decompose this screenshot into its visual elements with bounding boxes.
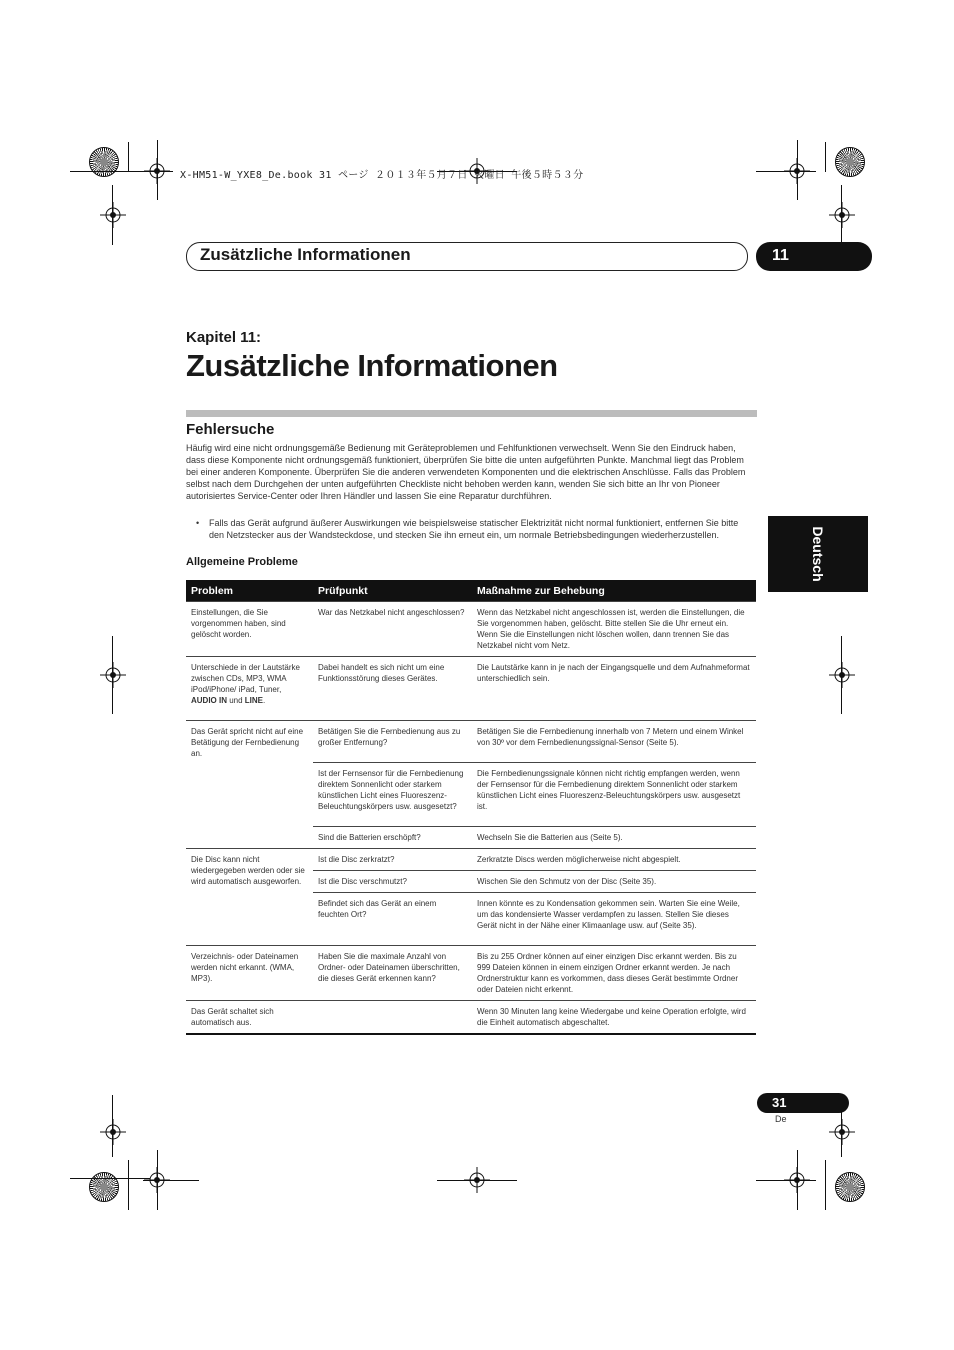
check-cell [313, 1001, 472, 1035]
table-row [186, 946, 756, 1001]
print-job-header: X-HM51-W_YXE8_De.book 31 ページ ２０１３年５月７日 火曜日 午後５時５３分 [180, 170, 584, 181]
problem-cell: Einstellungen, die Sie vorgenommen haben, sind gelöscht worden. [186, 602, 313, 657]
chapter-number: 11 [772, 247, 789, 264]
registration-star-mark [89, 147, 119, 177]
remedy-cell: Wenn 30 Minuten lang keine Wiedergabe und keine Operation erfolgte, wird die Einheit automatisch abgeschaltet. [472, 1001, 756, 1035]
crosshair-mark [100, 662, 126, 688]
table-row [186, 657, 756, 721]
remedy-cell: Wischen Sie den Schmutz von der Disc (Seite 35). [472, 871, 756, 893]
registration-star-mark [89, 1172, 119, 1202]
table-row [186, 721, 756, 763]
remedy-cell: Zerkratzte Discs werden möglicherweise nicht abgespielt. [472, 849, 756, 871]
check-cell: War das Netzkabel nicht angeschlossen? [313, 602, 472, 657]
intro-paragraph: Häufig wird eine nicht ordnungsgemäße Bedienung mit Geräteproblemen und Fehlfunktionen verwechselt. Wenn Sie den Eindruck haben, dass diese Komponente nicht ordnungsgemäß funktioniert, überprüfen Sie bitte die unten aufgeführten Punkte. Manchmal liegt das Problem bei einer anderen Komponente. Überprüfen Sie die anderen verwendeten Komponenten und die elektrischen Anschlüsse. Falls das Problem selbst nach dem Durchgehen der unten aufgeführten Checkliste nicht behoben werden kann, wenden Sie sich bitte an Ihr von Pioneer autorisiertes Service-Center oder Ihren Händler und lassen Sie eine Reparatur durchführen. [186, 443, 746, 501]
problem-cell: Die Disc kann nicht wiedergegeben werden oder sie wird automatisch ausgeworfen. [186, 849, 313, 946]
problem-cell: Das Gerät spricht nicht auf eine Betätigung der Fernbedienung an. [186, 721, 313, 849]
remedy-cell: Wenn das Netzkabel nicht angeschlossen ist, werden die Einstellungen, die Sie vorgenommen haben, gelöscht. Bitte stellen Sie die Uhr erneut ein. Wenn Sie die Einstellungen nicht löschen wollen, dann trennen Sie das Netzkabel nicht vom Netz. [472, 602, 756, 657]
page-language-code: De [775, 1114, 787, 1124]
subsection-heading: Allgemeine Probleme [186, 556, 298, 568]
table-header-row [186, 580, 756, 602]
section-divider [186, 410, 757, 417]
chapter-number-badge [756, 242, 872, 271]
check-cell: Dabei handelt es sich nicht um eine Funktionsstörung dieses Gerätes. [313, 657, 472, 721]
remedy-cell: Die Lautstärke kann in je nach der Eingangsquelle und dem Aufnahmeformat unterschiedlich sein. [472, 657, 756, 721]
check-cell: Ist die Disc zerkratzt? [313, 849, 472, 871]
problem-cell: Das Gerät schaltet sich automatisch aus. [186, 1001, 313, 1035]
page-number: 31 [772, 1095, 787, 1110]
running-header-title: Zusätzliche Informationen [200, 245, 411, 264]
crosshair-mark [144, 158, 170, 184]
check-cell: Befindet sich das Gerät an einem feuchten Ort? [313, 893, 472, 946]
section-heading: Fehlersuche [186, 421, 275, 438]
problem-cell [186, 657, 313, 721]
problem-cell: Verzeichnis- oder Dateinamen werden nicht erkannt. (WMA, MP3). [186, 946, 313, 1001]
remedy-cell: Bis zu 255 Ordner können auf einer einzigen Disc erkannt werden. Bis zu 999 Dateien können in einem einzigen Ordner erkannt werden. Je nach Ordnerstruktur kann es vorkommen, dass dieses Gerät bestimmte Ordner oder Dateien nicht erkennt. [472, 946, 756, 1001]
check-cell: Betätigen Sie die Fernbedienung aus zu großer Entfernung? [313, 721, 472, 763]
column-header-check: Prüfpunkt [313, 580, 472, 602]
crosshair-mark [100, 202, 126, 228]
chapter-title: Zusätzliche Informationen [186, 348, 558, 383]
troubleshooting-table [186, 580, 756, 1035]
crosshair-mark [829, 202, 855, 228]
problem-text: . [263, 696, 266, 705]
audio-in-label: AUDIO IN [191, 696, 227, 705]
column-header-problem: Problem [186, 580, 313, 602]
check-cell: Ist der Fernsensor für die Fernbedienung direktem Sonnenlicht oder starkem künstlichen Licht eines Fluoreszenz-Beleuchtungskörpers usw. ausgesetzt? [313, 763, 472, 827]
remedy-cell: Betätigen Sie die Fernbedienung innerhalb von 7 Metern und einem Winkel von 30º vor dem Fernbedienungssignal-Sensor (Seite 5). [472, 721, 756, 763]
crosshair-mark [829, 662, 855, 688]
check-cell: Haben Sie die maximale Anzahl von Ordner- oder Dateinamen überschritten, die dieses Gerät erkennen kann? [313, 946, 472, 1001]
table-row [186, 849, 756, 871]
table-row [186, 1001, 756, 1035]
language-tab-label: Deutsch [810, 526, 826, 582]
chapter-label: Kapitel 11: [186, 329, 262, 346]
line-label: LINE [244, 696, 264, 705]
column-header-remedy: Maßnahme zur Behebung [472, 580, 756, 602]
crosshair-mark [784, 158, 810, 184]
bullet-icon: • [196, 518, 200, 528]
problem-text: und [227, 696, 245, 705]
page-number-badge [757, 1093, 849, 1113]
check-cell: Sind die Batterien erschöpft? [313, 827, 472, 849]
registration-star-mark [835, 1172, 865, 1202]
registration-star-mark [835, 147, 865, 177]
remedy-cell: Wechseln Sie die Batterien aus (Seite 5). [472, 827, 756, 849]
crosshair-mark [100, 1119, 126, 1145]
remedy-cell: Die Fernbedienungssignale können nicht richtig empfangen werden, wenn der Fernsensor für die Fernbedienung direktem Sonnenlicht oder starkem künstlichen Licht eines Fluoreszenz-Beleuchtungskörpers usw. ausgesetzt ist. [472, 763, 756, 827]
problem-text: Unterschiede in der Lautstärke zwischen CDs, MP3, WMA iPod/iPhone/ iPad, Tuner, [191, 663, 300, 694]
crosshair-mark [829, 1119, 855, 1145]
check-cell: Ist die Disc verschmutzt? [313, 871, 472, 893]
remedy-cell: Innen könnte es zu Kondensation gekommen sein. Warten Sie eine Weile, um das kondensierte Wasser verdampfen zu lassen. Stellen Sie dieses Gerät nicht in der Nähe einer Klimaanlage usw. auf (Seite 35). [472, 893, 756, 946]
language-tab [768, 516, 868, 592]
bullet-text: Falls das Gerät aufgrund äußerer Auswirkungen wie beispielsweise statischer Elektrizität nicht normal funktioniert, entfernen Sie bitte den Netzstecker aus der Wandsteckdose, und stecken Sie ihn erneut ein, um normale Betriebsbedingungen wiederherzustellen. [209, 518, 739, 540]
table-row [186, 602, 756, 657]
